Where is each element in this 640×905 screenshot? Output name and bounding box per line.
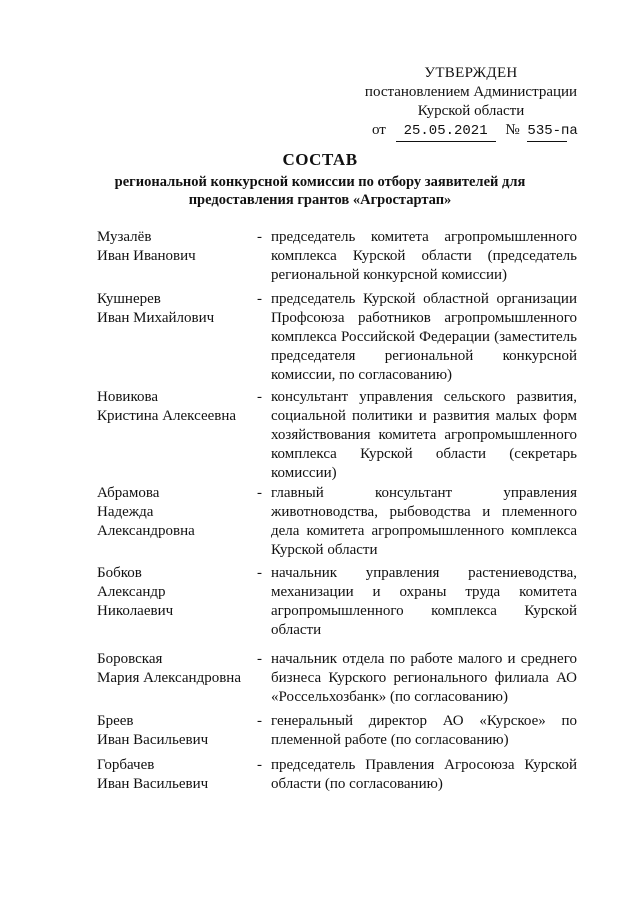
member-name: Абрамова Надежда Александровна (97, 485, 195, 539)
member-dash: - (257, 713, 262, 729)
member-dash: - (257, 485, 262, 501)
member-role: начальник управления растениеводства, механизации и охраны труда комитета агропромышленного комплекса Курской области (271, 565, 577, 638)
approval-date: 25.05.2021 (396, 122, 496, 142)
member-name: Музалёв Иван Иванович (97, 229, 196, 264)
member-dash: - (257, 565, 262, 581)
title-main: СОСТАВ (282, 150, 358, 169)
member-dash: - (257, 651, 262, 667)
member-dash: - (257, 757, 262, 773)
member-dash: - (257, 389, 262, 405)
member-name: Новикова Кристина Алексеевна (97, 389, 237, 424)
member-dash: - (257, 291, 262, 307)
member-role: председатель Курской областной организации Профсоюза работников агропромышленного комплекса Российской Федерации (заместитель председателя региональной конкурсной комиссии, по согласованию) (271, 291, 577, 383)
approval-heading: УТВЕРЖДЕН (424, 65, 518, 81)
member-dash: - (257, 229, 262, 245)
approval-number: 535-па (527, 122, 567, 142)
title-line-1: региональной конкурсной комиссии по отбору заявителей для (114, 174, 526, 190)
member-role: председатель комитета агропромышленного комплекса Курской области (председатель региональной конкурсной комиссии) (271, 229, 577, 283)
member-name: Бреев Иван Васильевич (97, 713, 209, 748)
member-role: консультант управления сельского развития, социальной политики и развития малых форм хозяйствования комитета агропромышленного комплекса Курской области (секретарь комиссии) (271, 389, 577, 481)
document-title (60, 150, 580, 209)
approval-stamp (364, 64, 578, 142)
approval-line-1: постановлением Администрации (364, 84, 578, 100)
member-name: Горбачев Иван Васильевич (97, 757, 209, 792)
approval-line-2: Курской области (417, 103, 525, 119)
approval-date-line (364, 121, 578, 142)
member-role: начальник отдела по работе малого и среднего бизнеса Курского регионального филиала АО «Россельхозбанк» (по согласованию) (271, 651, 577, 705)
approval-from-label: от (372, 122, 386, 138)
approval-number-label: № (505, 122, 520, 138)
member-name: Кушнерев Иван Михайлович (97, 291, 215, 326)
member-name: Боровская Мария Александровна (97, 651, 241, 686)
member-name: Бобков Александр Николаевич (97, 565, 174, 619)
title-line-2: предоставления грантов «Агростартап» (188, 192, 452, 208)
member-role: генеральный директор АО «Курское» по племенной работе (по согласованию) (271, 713, 577, 748)
member-role: председатель Правления Агросоюза Курской области (по согласованию) (271, 757, 577, 792)
member-role: главный консультант управления животноводства, рыбоводства и племенного дела комитета агропромышленного комплекса Курской области (271, 485, 577, 558)
